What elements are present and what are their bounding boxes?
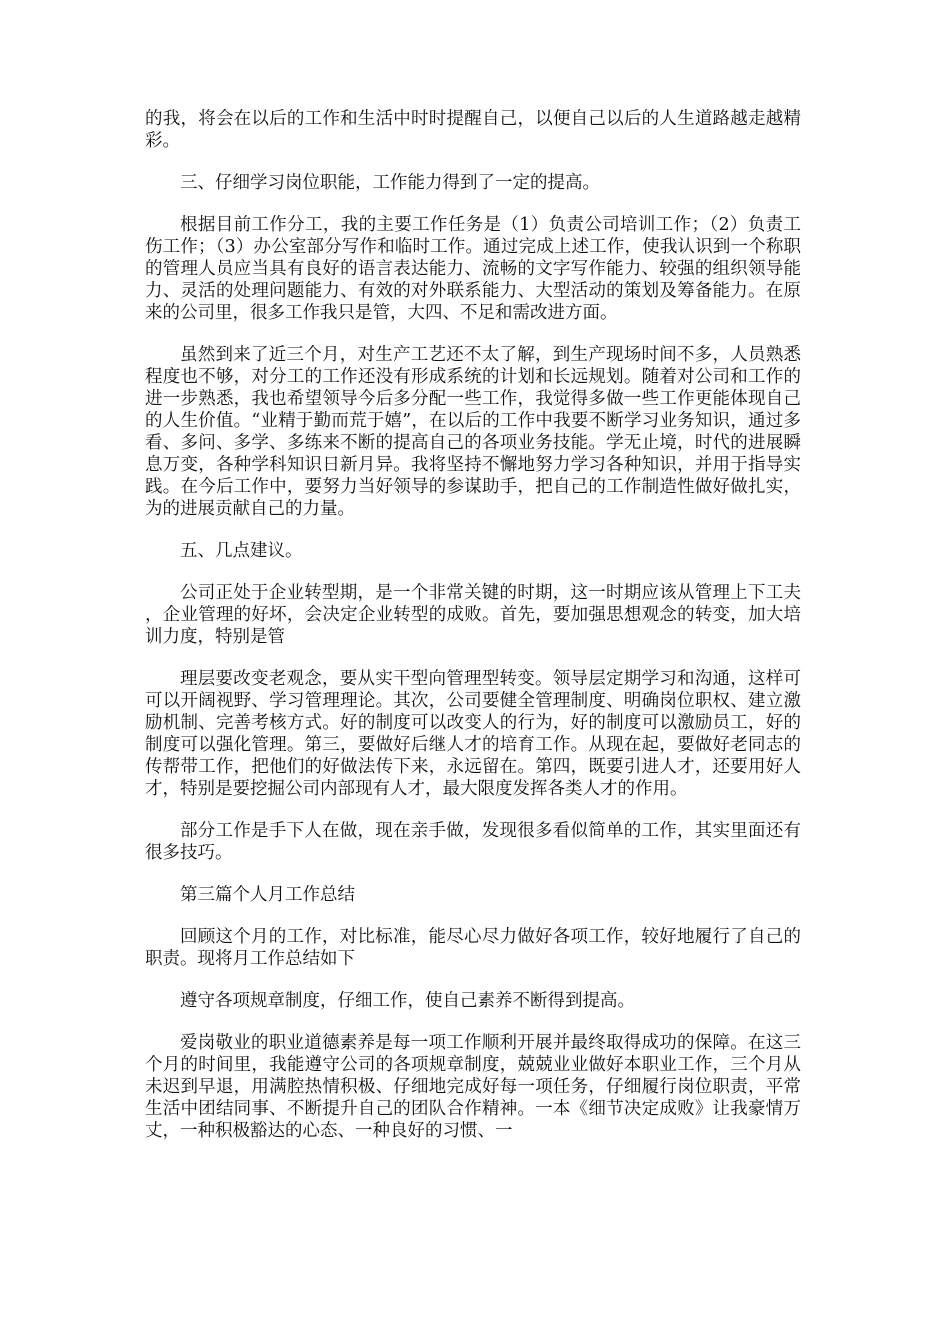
paragraph-rules-compliance: 遵守各项规章制度，仔细工作，使自己素养不断得到提高。 xyxy=(180,991,635,1011)
paragraph-work-tasks: 根据目前工作分工，我的主要工作任务是（1）负责公司培训工作；（2）负责工伤工作；（3）办公室部分写作和临时工作。通过完成上述工作，使我认识到一个称职的管理人员应当具有良好的语言表达能力、流畅的文字写作能力、较强的组织领导能力、灵活的处理问题能力、有效的对外联系能力、大型活动的策划及筹备能力。在原来的公司里，很多工作我只是管，大四、不足和需改进方面。 xyxy=(145,215,801,323)
paragraph-professional-ethics: 爱岗敬业的职业道德素养是每一项工作顺利开展并最终取得成功的保障。在这三个月的时间里，我能遵守公司的各项规章制度，兢兢业业做好本职业工作，三个月从未迟到早退，用满腔热情积极、仔细地完成好每一项任务，仔细履行岗位职责，平常生活中团结同事、不断提升自己的团队合作精神。一本《细节决定成败》让我豪情万丈，一种积极豁达的心态、一种良好的习惯、一 xyxy=(145,1033,801,1141)
paragraph-hands-on-work: 部分工作是手下人在做，现在亲手做，发现很多看似简单的工作，其实里面还有很多技巧。 xyxy=(145,821,801,863)
paragraph-continuation: 的我，将会在以后的工作和生活中时时提醒自己，以便自己以后的人生道路越走越精彩。 xyxy=(145,109,801,151)
paragraph-transition-period: 公司正处于企业转型期，是一个非常关键的时期，这一时期应该从管理上下工夫，企业管理的好坏，会决定企业转型的成败。首先，要加强思想观念的转变，加大培训力度，特别是管 xyxy=(145,583,801,647)
paragraph-month-review: 回顾这个月的工作，对比标准，能尽心尽力做好各项工作，较好地履行了自己的职责。现将月工作总结如下 xyxy=(145,927,801,969)
article-title-monthly-summary: 第三篇个人月工作总结 xyxy=(180,885,355,905)
paragraph-management-suggestions: 理层要改变老观念，要从实干型向管理型转变。领导层定期学习和沟通，这样可可以开阔视野、学习管理理论。其次，公司要健全管理制度、明确岗位职权、建立激励机制、完善考核方式。好的制度可以改变人的行为，好的制度可以激励员工，好的制度可以强化管理。第三，要做好后继人才的培育工作。从现在起，要做好老同志的传帮带工作，把他们的好做法传下来，永远留在。第四，既要引进人才，还要用好人才，特别是要挖掘公司内部现有人才，最大限度发挥各类人才的作用。 xyxy=(145,669,801,799)
section-heading-3: 三、仔细学习岗位职能，工作能力得到了一定的提高。 xyxy=(180,173,600,193)
section-heading-5: 五、几点建议。 xyxy=(180,541,303,561)
document-page xyxy=(145,108,801,1162)
paragraph-self-reflection: 虽然到来了近三个月，对生产工艺还不太了解，到生产现场时间不多，人员熟悉程度也不够，对分工的工作还没有形成系统的计划和长远规划。随着对公司和工作的进一步熟悉，我也希望领导今后多分配一些工作，我觉得多做一些工作更能体现自己的人生价值。“业精于勤而荒于嬉”，在以后的工作中我要不断学习业务知识，通过多看、多问、多学、多练来不断的提高自己的各项业务技能。学无止境，时代的进展瞬息万变，各种学科知识日新月异。我将坚持不懈地努力学习各种知识，并用于指导实践。在今后工作中，要努力当好领导的参谋助手，把自己的工作制造性做好做扎实，为的进展贡献自己的力量。 xyxy=(145,345,801,519)
